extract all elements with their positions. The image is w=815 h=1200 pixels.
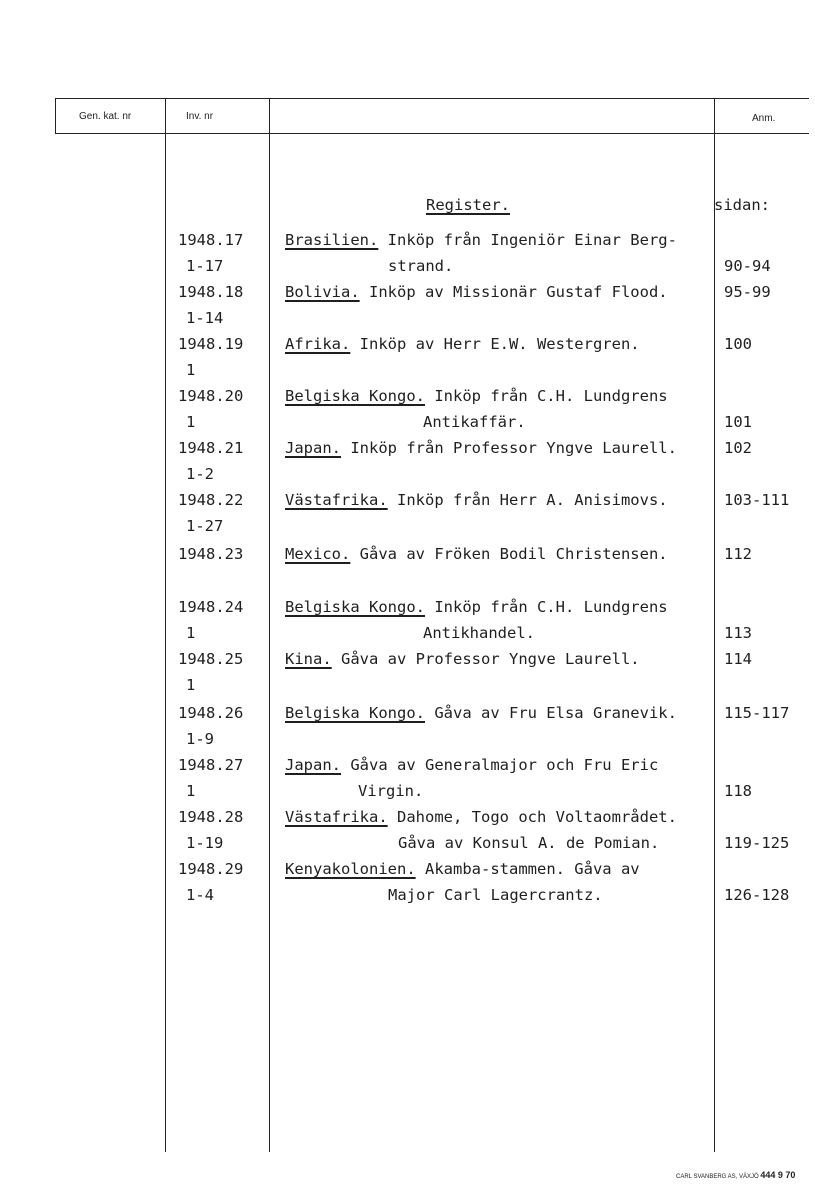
entry-line [285, 598, 668, 616]
entry-line [285, 439, 677, 457]
entry-continuation: Antikhandel. [423, 624, 535, 642]
item-range: 1-9 [186, 730, 214, 748]
column-header-inv-nr: Inv. nr [186, 111, 214, 122]
entry-continuation: Major Carl Lagercrantz. [388, 886, 603, 904]
entry-place: Belgiska Kongo. [285, 704, 425, 722]
item-range: 1-17 [186, 257, 224, 275]
inv-number: 1948.23 [178, 545, 244, 563]
item-range: 1 [186, 413, 196, 431]
header-bottom-rule [55, 133, 809, 134]
entry-continuation: Virgin. [358, 782, 424, 800]
entry-place: Afrika. [285, 335, 351, 353]
entry-line [285, 545, 668, 563]
entry-place: Japan. [285, 439, 341, 457]
page-range: 126-128 [724, 886, 790, 904]
entry-place: Västafrika. [285, 808, 388, 826]
page-range: 119-125 [724, 834, 790, 852]
item-range: 1-4 [186, 886, 214, 904]
item-range: 1-19 [186, 834, 224, 852]
entry-place: Bolivia. [285, 283, 360, 301]
page-column-label: sidan: [714, 196, 770, 214]
entry-line [285, 283, 668, 301]
page-range: 100 [724, 335, 752, 353]
page-range: 115-117 [724, 704, 790, 722]
page-range: 112 [724, 545, 752, 563]
page-range: 101 [724, 413, 752, 431]
entry-description: Inköp från Ingeniör Einar Berg- [387, 231, 677, 249]
column-rule-gen-inv [165, 98, 166, 1152]
entry-description: Gåva av Fröken Bodil Christensen. [359, 545, 668, 563]
inv-number: 1948.20 [178, 387, 244, 405]
entry-place: Japan. [285, 756, 341, 774]
entry-continuation: strand. [388, 257, 454, 275]
column-header-anm: Anm. [752, 113, 776, 124]
inv-number: 1948.24 [178, 598, 244, 616]
entry-description: Gåva av Fru Elsa Granevik. [434, 704, 677, 722]
entry-description: Inköp från C.H. Lundgrens [434, 387, 668, 405]
entry-place: Belgiska Kongo. [285, 387, 425, 405]
entry-place: Brasilien. [285, 231, 379, 249]
inv-number: 1948.18 [178, 283, 244, 301]
header-top-rule [55, 98, 809, 99]
entry-description: Gåva av Professor Yngve Laurell. [341, 650, 640, 668]
inv-number: 1948.28 [178, 808, 244, 826]
item-range: 1-2 [186, 465, 214, 483]
entry-line [285, 704, 677, 722]
entry-continuation: Antikaffär. [423, 413, 526, 431]
column-rule-left [55, 98, 56, 134]
inv-number: 1948.22 [178, 491, 244, 509]
entry-place: Belgiska Kongo. [285, 598, 425, 616]
entry-description: Gåva av Generalmajor och Fru Eric [350, 756, 659, 774]
entry-line [285, 491, 668, 509]
entry-description: Inköp från Herr A. Anisimovs. [397, 491, 668, 509]
page-range: 103-111 [724, 491, 790, 509]
entry-description: Inköp av Herr E.W. Westergren. [359, 335, 640, 353]
entry-line [285, 808, 677, 826]
column-rule-text-anm [714, 98, 715, 1152]
entry-line [285, 860, 640, 878]
item-range: 1 [186, 624, 196, 642]
inv-number: 1948.26 [178, 704, 244, 722]
entry-line [285, 387, 668, 405]
entry-line [285, 335, 640, 353]
register-title: Register. [426, 196, 510, 214]
inv-number: 1948.17 [178, 231, 244, 249]
printer-footer [676, 1170, 795, 1180]
page-range: 118 [724, 782, 752, 800]
entry-description: Inköp av Missionär Gustaf Flood. [369, 283, 668, 301]
entry-place: Kina. [285, 650, 332, 668]
entry-line [285, 756, 658, 774]
entry-description: Akamba-stammen. Gåva av [425, 860, 640, 878]
entry-description: Inköp från C.H. Lundgrens [434, 598, 668, 616]
inv-number: 1948.25 [178, 650, 244, 668]
entry-continuation: Gåva av Konsul A. de Pomian. [398, 834, 660, 852]
item-range: 1 [186, 676, 196, 694]
inv-number: 1948.19 [178, 335, 244, 353]
inv-number: 1948.21 [178, 439, 244, 457]
entry-line [285, 650, 640, 668]
entry-description: Dahome, Togo och Voltaområdet. [397, 808, 677, 826]
page-range: 102 [724, 439, 752, 457]
entry-place: Kenyakolonien. [285, 860, 416, 878]
inv-number: 1948.29 [178, 860, 244, 878]
item-range: 1 [186, 361, 196, 379]
entry-line [285, 231, 677, 249]
entry-description: Inköp från Professor Yngve Laurell. [350, 439, 677, 457]
item-range: 1-27 [186, 517, 224, 535]
column-rule-inv-text [269, 98, 270, 1152]
page-range: 90-94 [724, 257, 771, 275]
printer-name: CARL SVANBERG AS, VÄXJÖ [676, 1174, 759, 1180]
item-range: 1 [186, 782, 196, 800]
item-range: 1-14 [186, 309, 224, 327]
entry-place: Mexico. [285, 545, 351, 563]
page-range: 113 [724, 624, 752, 642]
form-number: 444 9 70 [760, 1170, 796, 1180]
column-header-gen-kat-nr: Gen. kat. nr [79, 111, 132, 122]
inv-number: 1948.27 [178, 756, 244, 774]
entry-place: Västafrika. [285, 491, 388, 509]
page-range: 95-99 [724, 283, 771, 301]
page-range: 114 [724, 650, 752, 668]
